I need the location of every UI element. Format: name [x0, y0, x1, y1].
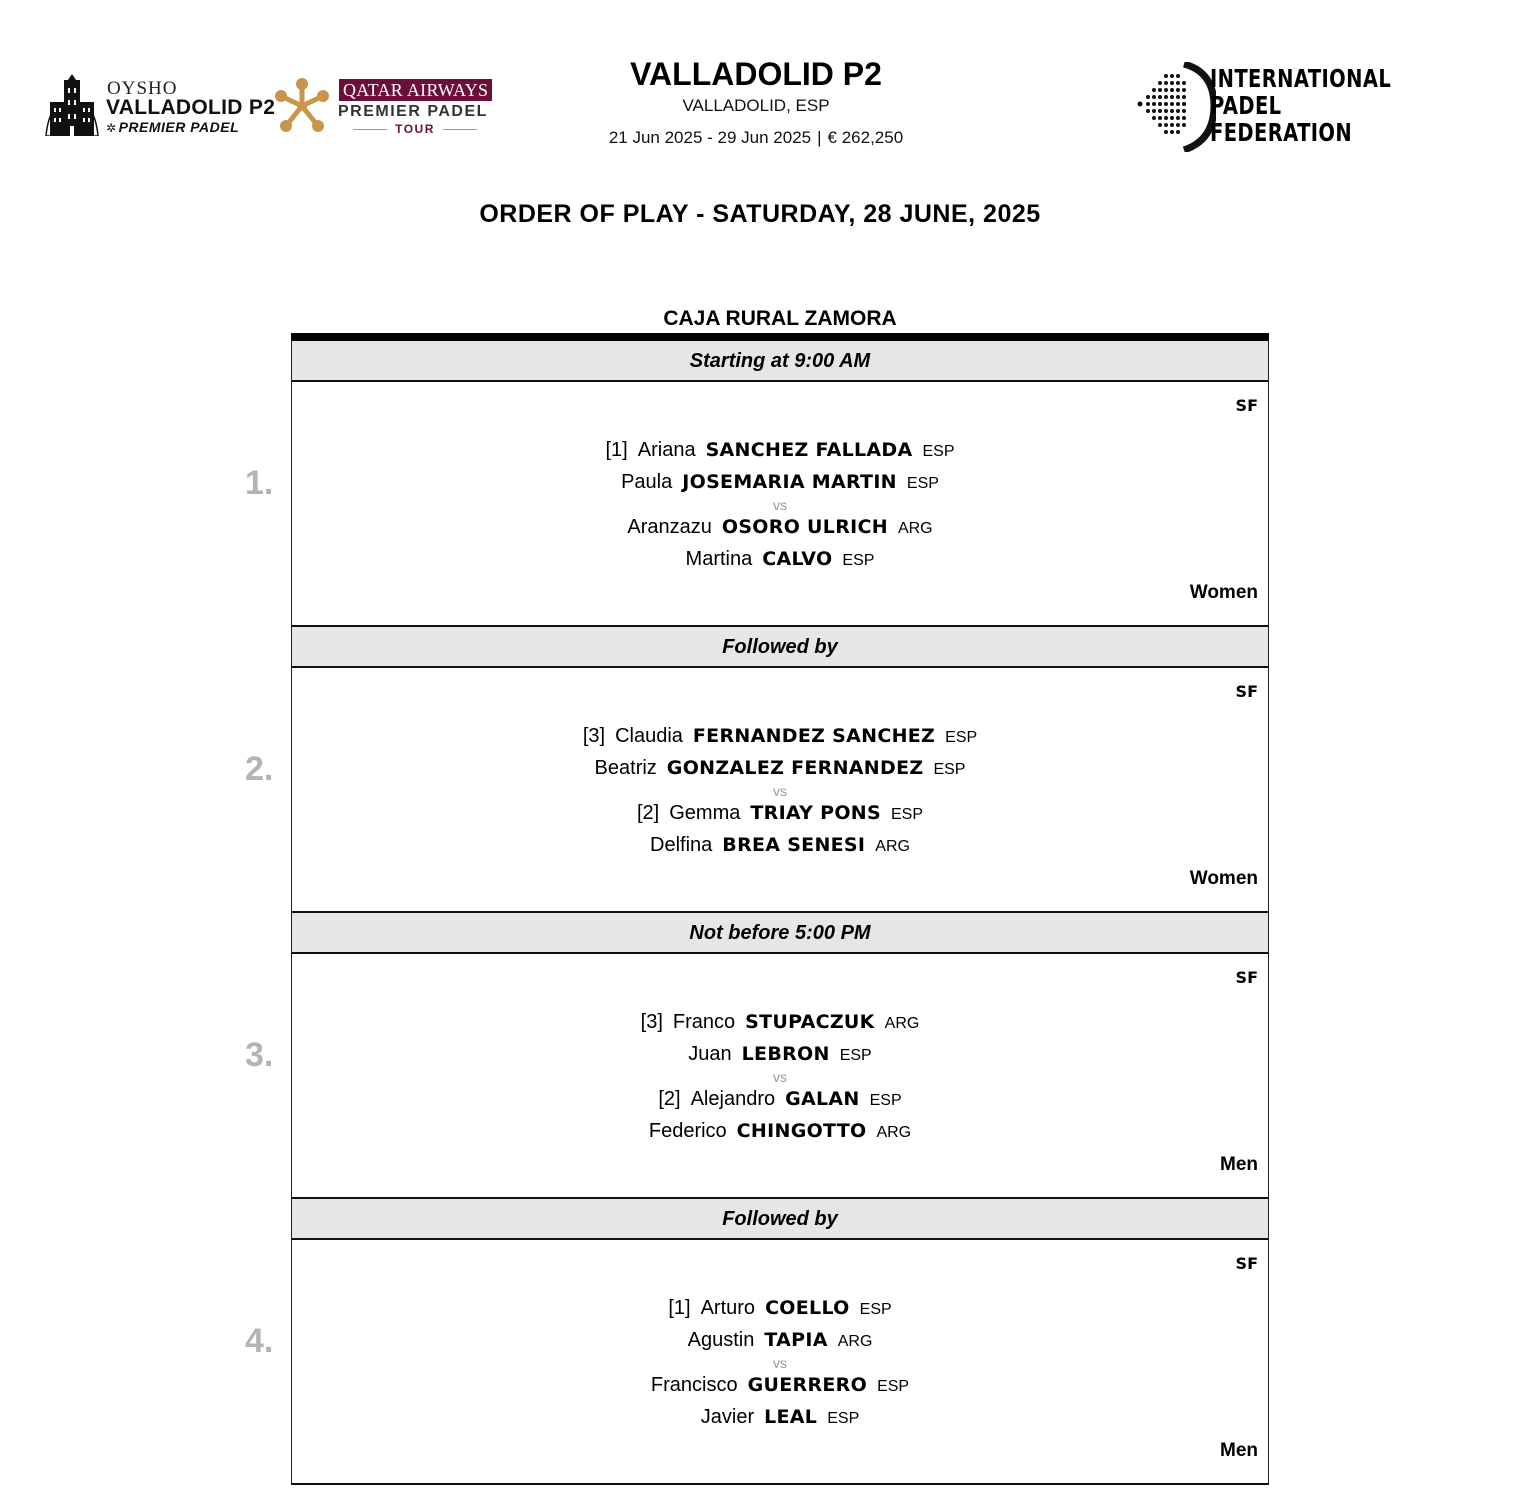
- player-nationality: ESP: [827, 1410, 860, 1427]
- player-seed: [2]: [637, 802, 660, 824]
- player-row: [292, 1293, 1268, 1325]
- federation-line-2: PADEL: [1210, 91, 1282, 120]
- player-nationality: ESP: [945, 729, 978, 746]
- match-number: 1.: [245, 464, 274, 502]
- player-last-name: OSORO ULRICH: [721, 516, 888, 538]
- player-nationality: ARG: [837, 1333, 873, 1350]
- player-row: [292, 1007, 1268, 1039]
- player-first-name: Juan: [688, 1043, 732, 1065]
- player-nationality: ESP: [869, 1092, 902, 1109]
- tournament-title: VALLADOLID P2: [630, 56, 882, 92]
- player-last-name: LEBRON: [741, 1043, 830, 1065]
- federation-line-3: FEDERATION: [1210, 118, 1353, 147]
- series-label: PREMIER PADEL: [118, 119, 240, 135]
- order-of-play-grid: [245, 333, 1269, 1485]
- round-label: SF: [1235, 1254, 1258, 1273]
- cathedral-tower-icon: [44, 74, 100, 136]
- match-card: [245, 382, 1269, 627]
- match-players: [292, 721, 1268, 862]
- category-label: Women: [1189, 868, 1258, 889]
- round-label: SF: [1235, 968, 1258, 987]
- event-wordmark: VALLADOLID P2: [106, 96, 276, 119]
- event-sponsor-logo: [44, 74, 494, 138]
- player-first-name: Aranzazu: [627, 516, 712, 538]
- player-last-name: GUERRERO: [747, 1374, 868, 1396]
- player-first-name: Gemma: [669, 802, 741, 824]
- player-last-name: TAPIA: [764, 1329, 828, 1351]
- player-row: [292, 721, 1268, 753]
- oysho-wordmark: OYSHO: [107, 78, 178, 99]
- player-nationality: ESP: [890, 806, 923, 823]
- match-number: 3.: [245, 1036, 274, 1074]
- player-first-name: Federico: [648, 1120, 727, 1142]
- player-nationality: ESP: [877, 1378, 910, 1395]
- category-label: Men: [1220, 1440, 1258, 1461]
- match-card: [245, 1240, 1269, 1485]
- meta-separator: |: [817, 128, 822, 147]
- round-label: SF: [1235, 396, 1258, 415]
- player-row: [292, 1116, 1268, 1148]
- player-row: [292, 753, 1268, 785]
- player-seed: [3]: [640, 1011, 663, 1033]
- tour-name-wordmark: PREMIER PADEL: [338, 103, 488, 120]
- time-slot-header: Starting at 9:00 AM: [291, 341, 1269, 382]
- player-seed: [1]: [605, 439, 628, 461]
- match-players: [292, 1293, 1268, 1434]
- player-last-name: COELLO: [765, 1297, 850, 1319]
- player-nationality: ARG: [884, 1015, 920, 1032]
- time-slot-header: Not before 5:00 PM: [291, 913, 1269, 954]
- round-label: SF: [1235, 682, 1258, 701]
- series-wordmark: [106, 119, 239, 135]
- player-first-name: Paula: [621, 471, 673, 493]
- match-card: [245, 954, 1269, 1199]
- player-last-name: FERNANDEZ SANCHEZ: [692, 725, 936, 747]
- tournament-dates: 21 Jun 2025 - 29 Jun 2025: [608, 128, 812, 147]
- player-seed: [1]: [668, 1297, 691, 1319]
- player-nationality: ESP: [922, 443, 955, 460]
- player-row: [292, 830, 1268, 862]
- player-row: [292, 1039, 1268, 1071]
- player-first-name: Alejandro: [690, 1088, 776, 1110]
- ipf-emblem-icon: [1136, 62, 1216, 152]
- match-players: [292, 1007, 1268, 1148]
- player-last-name: CHINGOTTO: [736, 1120, 867, 1142]
- player-last-name: GONZALEZ FERNANDEZ: [666, 757, 924, 779]
- player-first-name: Francisco: [650, 1374, 738, 1396]
- player-row: [292, 435, 1268, 467]
- player-nationality: ARG: [875, 838, 910, 855]
- player-first-name: Claudia: [615, 725, 683, 747]
- player-last-name: CALVO: [762, 548, 833, 570]
- player-nationality: ARG: [897, 520, 933, 537]
- player-seed: [2]: [658, 1088, 681, 1110]
- versus-label: vs: [773, 783, 787, 799]
- match-card: [245, 668, 1269, 913]
- player-seed: [3]: [582, 725, 606, 747]
- tour-label: TOUR: [340, 122, 490, 136]
- premier-padel-flower-icon: [272, 78, 332, 134]
- player-last-name: JOSEMARIA MARTIN: [682, 471, 897, 493]
- versus-label: vs: [773, 497, 787, 513]
- category-label: Men: [1220, 1154, 1258, 1175]
- tournament-prize: € 262,250: [827, 128, 904, 147]
- player-first-name: Beatriz: [594, 757, 657, 779]
- court-name: CAJA RURAL ZAMORA: [663, 307, 897, 330]
- time-slot-header: Followed by: [291, 627, 1269, 668]
- player-last-name: STUPACZUK: [745, 1011, 875, 1033]
- player-first-name: Javier: [700, 1406, 755, 1428]
- match-number: 4.: [245, 1322, 274, 1360]
- player-row: [292, 512, 1268, 544]
- player-first-name: Agustin: [687, 1329, 755, 1351]
- player-row: [292, 1084, 1268, 1116]
- player-row: [292, 1370, 1268, 1402]
- player-last-name: GALAN: [785, 1088, 860, 1110]
- player-last-name: BREA SENESI: [722, 834, 866, 856]
- player-row: [292, 798, 1268, 830]
- player-nationality: ARG: [876, 1124, 912, 1141]
- federation-wordmark: [1210, 65, 1391, 146]
- player-last-name: TRIAY PONS: [750, 802, 881, 824]
- order-of-play-title: ORDER OF PLAY - SATURDAY, 28 JUNE, 2025: [479, 200, 1041, 228]
- federation-logo: [1136, 62, 1392, 152]
- player-first-name: Ariana: [637, 439, 696, 461]
- player-nationality: ESP: [906, 475, 939, 492]
- player-row: [292, 1325, 1268, 1357]
- versus-label: vs: [773, 1069, 787, 1085]
- tournament-meta: [506, 128, 1006, 148]
- player-nationality: ESP: [842, 552, 875, 569]
- player-nationality: ESP: [859, 1301, 892, 1318]
- player-last-name: LEAL: [764, 1406, 818, 1428]
- player-nationality: ESP: [839, 1047, 872, 1064]
- qatar-airways-wordmark: QATAR AIRWAYS: [339, 79, 492, 101]
- player-first-name: Delfina: [650, 834, 713, 856]
- tournament-location: VALLADOLID, ESP: [682, 96, 830, 115]
- player-row: [292, 467, 1268, 499]
- player-first-name: Franco: [672, 1011, 736, 1033]
- player-last-name: SANCHEZ FALLADA: [705, 439, 913, 461]
- federation-line-1: INTERNATIONAL: [1210, 64, 1392, 93]
- player-first-name: Arturo: [700, 1297, 756, 1319]
- player-row: [292, 1402, 1268, 1434]
- player-nationality: ESP: [933, 761, 966, 778]
- match-players: [292, 435, 1268, 576]
- category-label: Women: [1189, 582, 1258, 603]
- versus-label: vs: [773, 1355, 787, 1371]
- time-slot-header: Followed by: [291, 1199, 1269, 1240]
- asterisk-icon: ✲: [106, 121, 117, 135]
- player-row: [292, 544, 1268, 576]
- player-first-name: Martina: [685, 548, 753, 570]
- match-number: 2.: [245, 750, 274, 788]
